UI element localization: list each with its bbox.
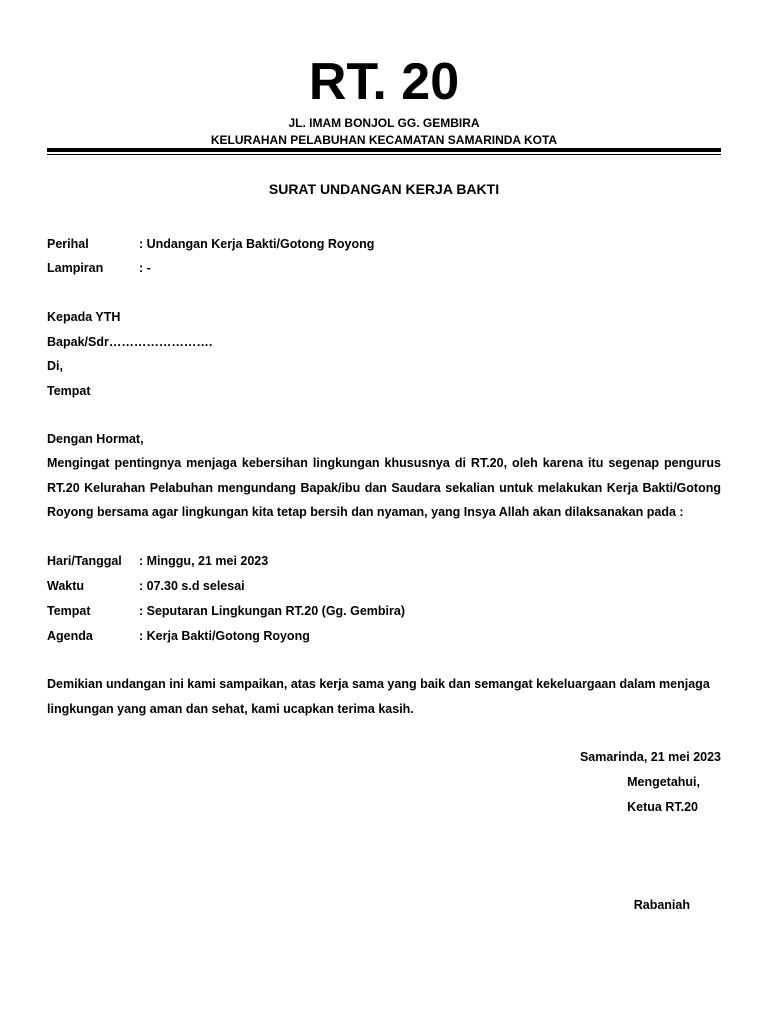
- signature-name: Rabaniah: [633, 898, 690, 912]
- letterhead-divider-thin: [47, 154, 721, 155]
- agenda-value: : Kerja Bakti/Gotong Royong: [139, 629, 310, 643]
- letterhead-divider-thick: [47, 148, 721, 152]
- tempat-value: : Seputaran Lingkungan RT.20 (Gg. Gembira): [139, 604, 406, 618]
- letterhead-address-line2: KELURAHAN PELABUHAN KECAMATAN SAMARINDA KOTA: [210, 133, 558, 147]
- waktu-value: : 07.30 s.d selesai: [139, 579, 245, 593]
- signature-position: Ketua RT.20: [627, 800, 698, 814]
- body-paragraph: Mengingat pentingnya menjaga kebersihan lingkungan khususnya di RT.20, oleh karena itu segenap pengurus RT.20 Kelurahan Pelabuhan mengundang Bapak/ibu dan Saudara sekalian untuk melakukan Kerja Bakti/Gotong Royong bersama agar lingkungan kita tetap bersih dan nyaman, yang Insya Allah akan dilaksanakan pada :: [47, 456, 721, 519]
- hari-label: Hari/Tanggal: [47, 554, 122, 568]
- recipient-line4: Tempat: [47, 384, 91, 398]
- lampiran-value: : -: [139, 261, 151, 275]
- agenda-label: Agenda: [47, 629, 93, 643]
- letter-heading: SURAT UNDANGAN KERJA BAKTI: [268, 181, 500, 197]
- tempat-label: Tempat: [47, 604, 91, 618]
- greeting: Dengan Hormat,: [47, 432, 144, 446]
- hari-value: : Minggu, 21 mei 2023: [139, 554, 269, 568]
- recipient-line3: Di,: [47, 359, 63, 373]
- recipient-line2: Bapak/Sdr…………………….: [47, 335, 213, 349]
- lampiran-label: Lampiran: [47, 261, 104, 275]
- signature-place-date: Samarinda, 21 mei 2023: [579, 750, 721, 764]
- letterhead-address-line1: JL. IMAM BONJOL GG. GEMBIRA: [288, 116, 480, 130]
- closing-paragraph: Demikian undangan ini kami sampaikan, atas kerja sama yang baik dan semangat kekeluargaan dalam menjaga lingkungan yang aman dan sehat, kami ucapkan terima kasih.: [47, 677, 710, 716]
- waktu-label: Waktu: [47, 579, 85, 593]
- perihal-label: Perihal: [47, 237, 89, 251]
- signature-acknowledged: Mengetahui,: [627, 775, 700, 789]
- perihal-value: : Undangan Kerja Bakti/Gotong Royong: [139, 237, 375, 251]
- letterhead-title: RT. 20: [308, 53, 460, 111]
- recipient-line1: Kepada YTH: [47, 310, 121, 324]
